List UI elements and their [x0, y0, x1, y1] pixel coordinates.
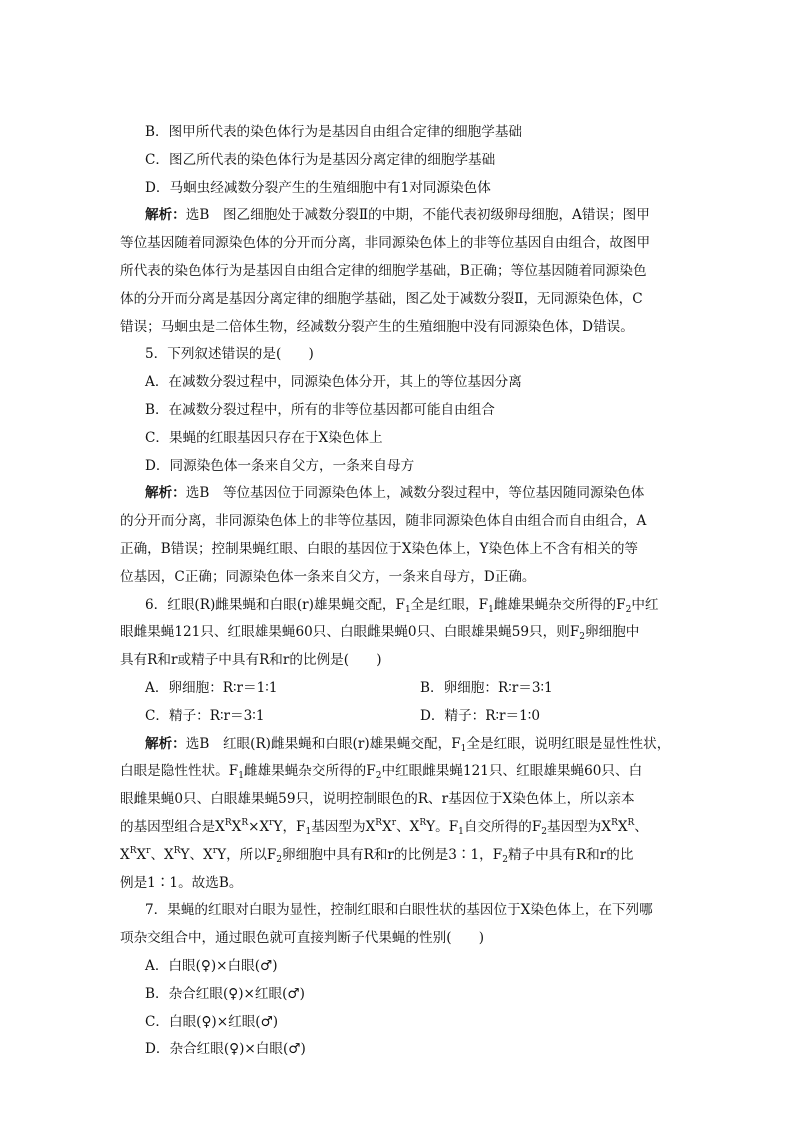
q7-stem-line-2: 项杂交组合中，通过眼色就可直接判断子代果蝇的性别( ) — [120, 930, 485, 947]
q5-option-d: D．同源染色体一条来自父方，一条来自母方 — [145, 457, 415, 474]
q5-analysis-line-2: 的分开而分离，非同源染色体上的非等位基因，随非同源染色体自由组合而自由组合，A — [120, 513, 647, 530]
q4-option-d: D．马蛔虫经减数分裂产生的生殖细胞中有1对同源染色体 — [145, 179, 491, 196]
q4-analysis-line-2: 等位基因随着同源染色体的分开而分离，非同源染色体上的非等位基因自由组合，故图甲 — [120, 235, 651, 252]
q6-options-row-1 — [120, 675, 676, 703]
q6-analysis-line-4: 的基因型组合是$X^RX^R\times X^rY$，$F_1$基因型为$X^RX^r$、$X^RY$。$F_1$自交所得的$F_2$基因型为$X^RX^R$、 — [120, 817, 648, 837]
q6-analysis-line-3: 眼雌果蝇0只、白眼雄果蝇59只，说明控制眼色的R、r基因位于X染色体上，所以亲本 — [120, 791, 635, 808]
q6-option-c: C．精子：R∶r＝3∶1 — [145, 707, 265, 724]
q4-analysis-line-5: 错误；马蛔虫是二倍体生物，经减数分裂产生的生殖细胞中没有同源染色体，D错误。 — [120, 318, 634, 335]
q5-analysis-line-1: 解析：选B 等位基因位于同源染色体上，减数分裂过程中，等位基因随同源染色体 — [145, 485, 645, 502]
q4-option-b: B．图甲所代表的染色体行为是基因自由组合定律的细胞学基础 — [145, 124, 523, 140]
q6-stem-line-1: 6．红眼(R)雌果蝇和白眼(r)雄果蝇交配，$F_1$全是红眼，$F_1$雌雄果蝇杂交所得的$F_2$中红 — [145, 596, 659, 615]
q6-option-d: D．精子：R∶r＝1∶0 — [420, 707, 540, 724]
q5-analysis-line-4: 位基因，C正确；同源染色体一条来自父方，一条来自母方，D正确。 — [120, 568, 536, 585]
q4-analysis-line-1: 解析：选B 图乙细胞处于减数分裂Ⅱ的中期，不能代表初级卵母细胞，A错误；图甲 — [145, 207, 650, 224]
q6-option-b: B．卵细胞：R∶r＝3∶1 — [420, 679, 553, 696]
q4-analysis-line-4: 体的分开而分离是基因分离定律的细胞学基础，图乙处于减数分裂Ⅱ，无同源染色体，C — [120, 290, 643, 307]
q6-options-row-2 — [120, 703, 676, 731]
q5-option-a: A．在减数分裂过程中，同源染色体分开，其上的等位基因分离 — [145, 374, 522, 391]
q5-option-c: C．果蝇的红眼基因只存在于X染色体上 — [145, 429, 383, 446]
q6-stem-line-3: 具有R和r或精子中具有R和r的比例是( ) — [120, 652, 382, 669]
q6-option-a: A．卵细胞：R∶r＝1∶1 — [145, 679, 278, 696]
q6-analysis-line-2: 白眼是隐性性状。$F_1$雌雄果蝇杂交所得的$F_2$中红眼雌果蝇121只、红眼雄果蝇60只、白 — [120, 763, 643, 782]
q7-option-a: A．白眼(♀)×白眼(♂) — [145, 957, 278, 974]
q6-analysis-line-6: 例是1∶1。故选B。 — [120, 874, 243, 891]
q4-analysis-line-3: 所代表的染色体行为是基因自由组合定律的细胞学基础，B正确；等位基因随着同源染色 — [120, 262, 647, 279]
q5-option-b: B．在减数分裂过程中，所有的非等位基因都可能自由组合 — [145, 401, 495, 418]
document-page — [120, 119, 676, 1064]
q5-stem: 5．下列叙述错误的是( ) — [145, 346, 314, 363]
q7-option-b: B．杂合红眼(♀)×红眼(♂) — [145, 985, 305, 1002]
q7-option-d: D．杂合红眼(♀)×白眼(♂) — [145, 1041, 306, 1058]
q5-analysis-line-3: 正确，B错误；控制果蝇红眼、白眼的基因位于X染色体上，Y染色体上不含有相关的等 — [120, 540, 639, 557]
q6-stem-line-2: 眼雌果蝇121只、红眼雄果蝇60只、白眼雌果蝇0只、白眼雄果蝇59只，则$F_2$卵细胞中 — [120, 624, 640, 643]
q7-option-c: C．白眼(♀)×红眼(♂) — [145, 1013, 279, 1030]
q7-stem-line-1: 7．果蝇的红眼对白眼为显性，控制红眼和白眼性状的基因位于X染色体上，在下列哪 — [145, 902, 653, 919]
q6-analysis-line-5: $X^RX^r$、$X^RY$、$X^rY$，所以$F_2$卵细胞中具有R和r的比例是3∶1，$F_2$精子中具有R和r的比 — [120, 845, 634, 865]
q4-option-c: C．图乙所代表的染色体行为是基因分离定律的细胞学基础 — [145, 151, 496, 168]
q6-analysis-line-1: 解析：选B 红眼(R)雌果蝇和白眼(r)雄果蝇交配，$F_1$全是红眼，说明红眼是显性性状， — [145, 735, 671, 754]
analysis-label: 解析： — [145, 207, 186, 224]
